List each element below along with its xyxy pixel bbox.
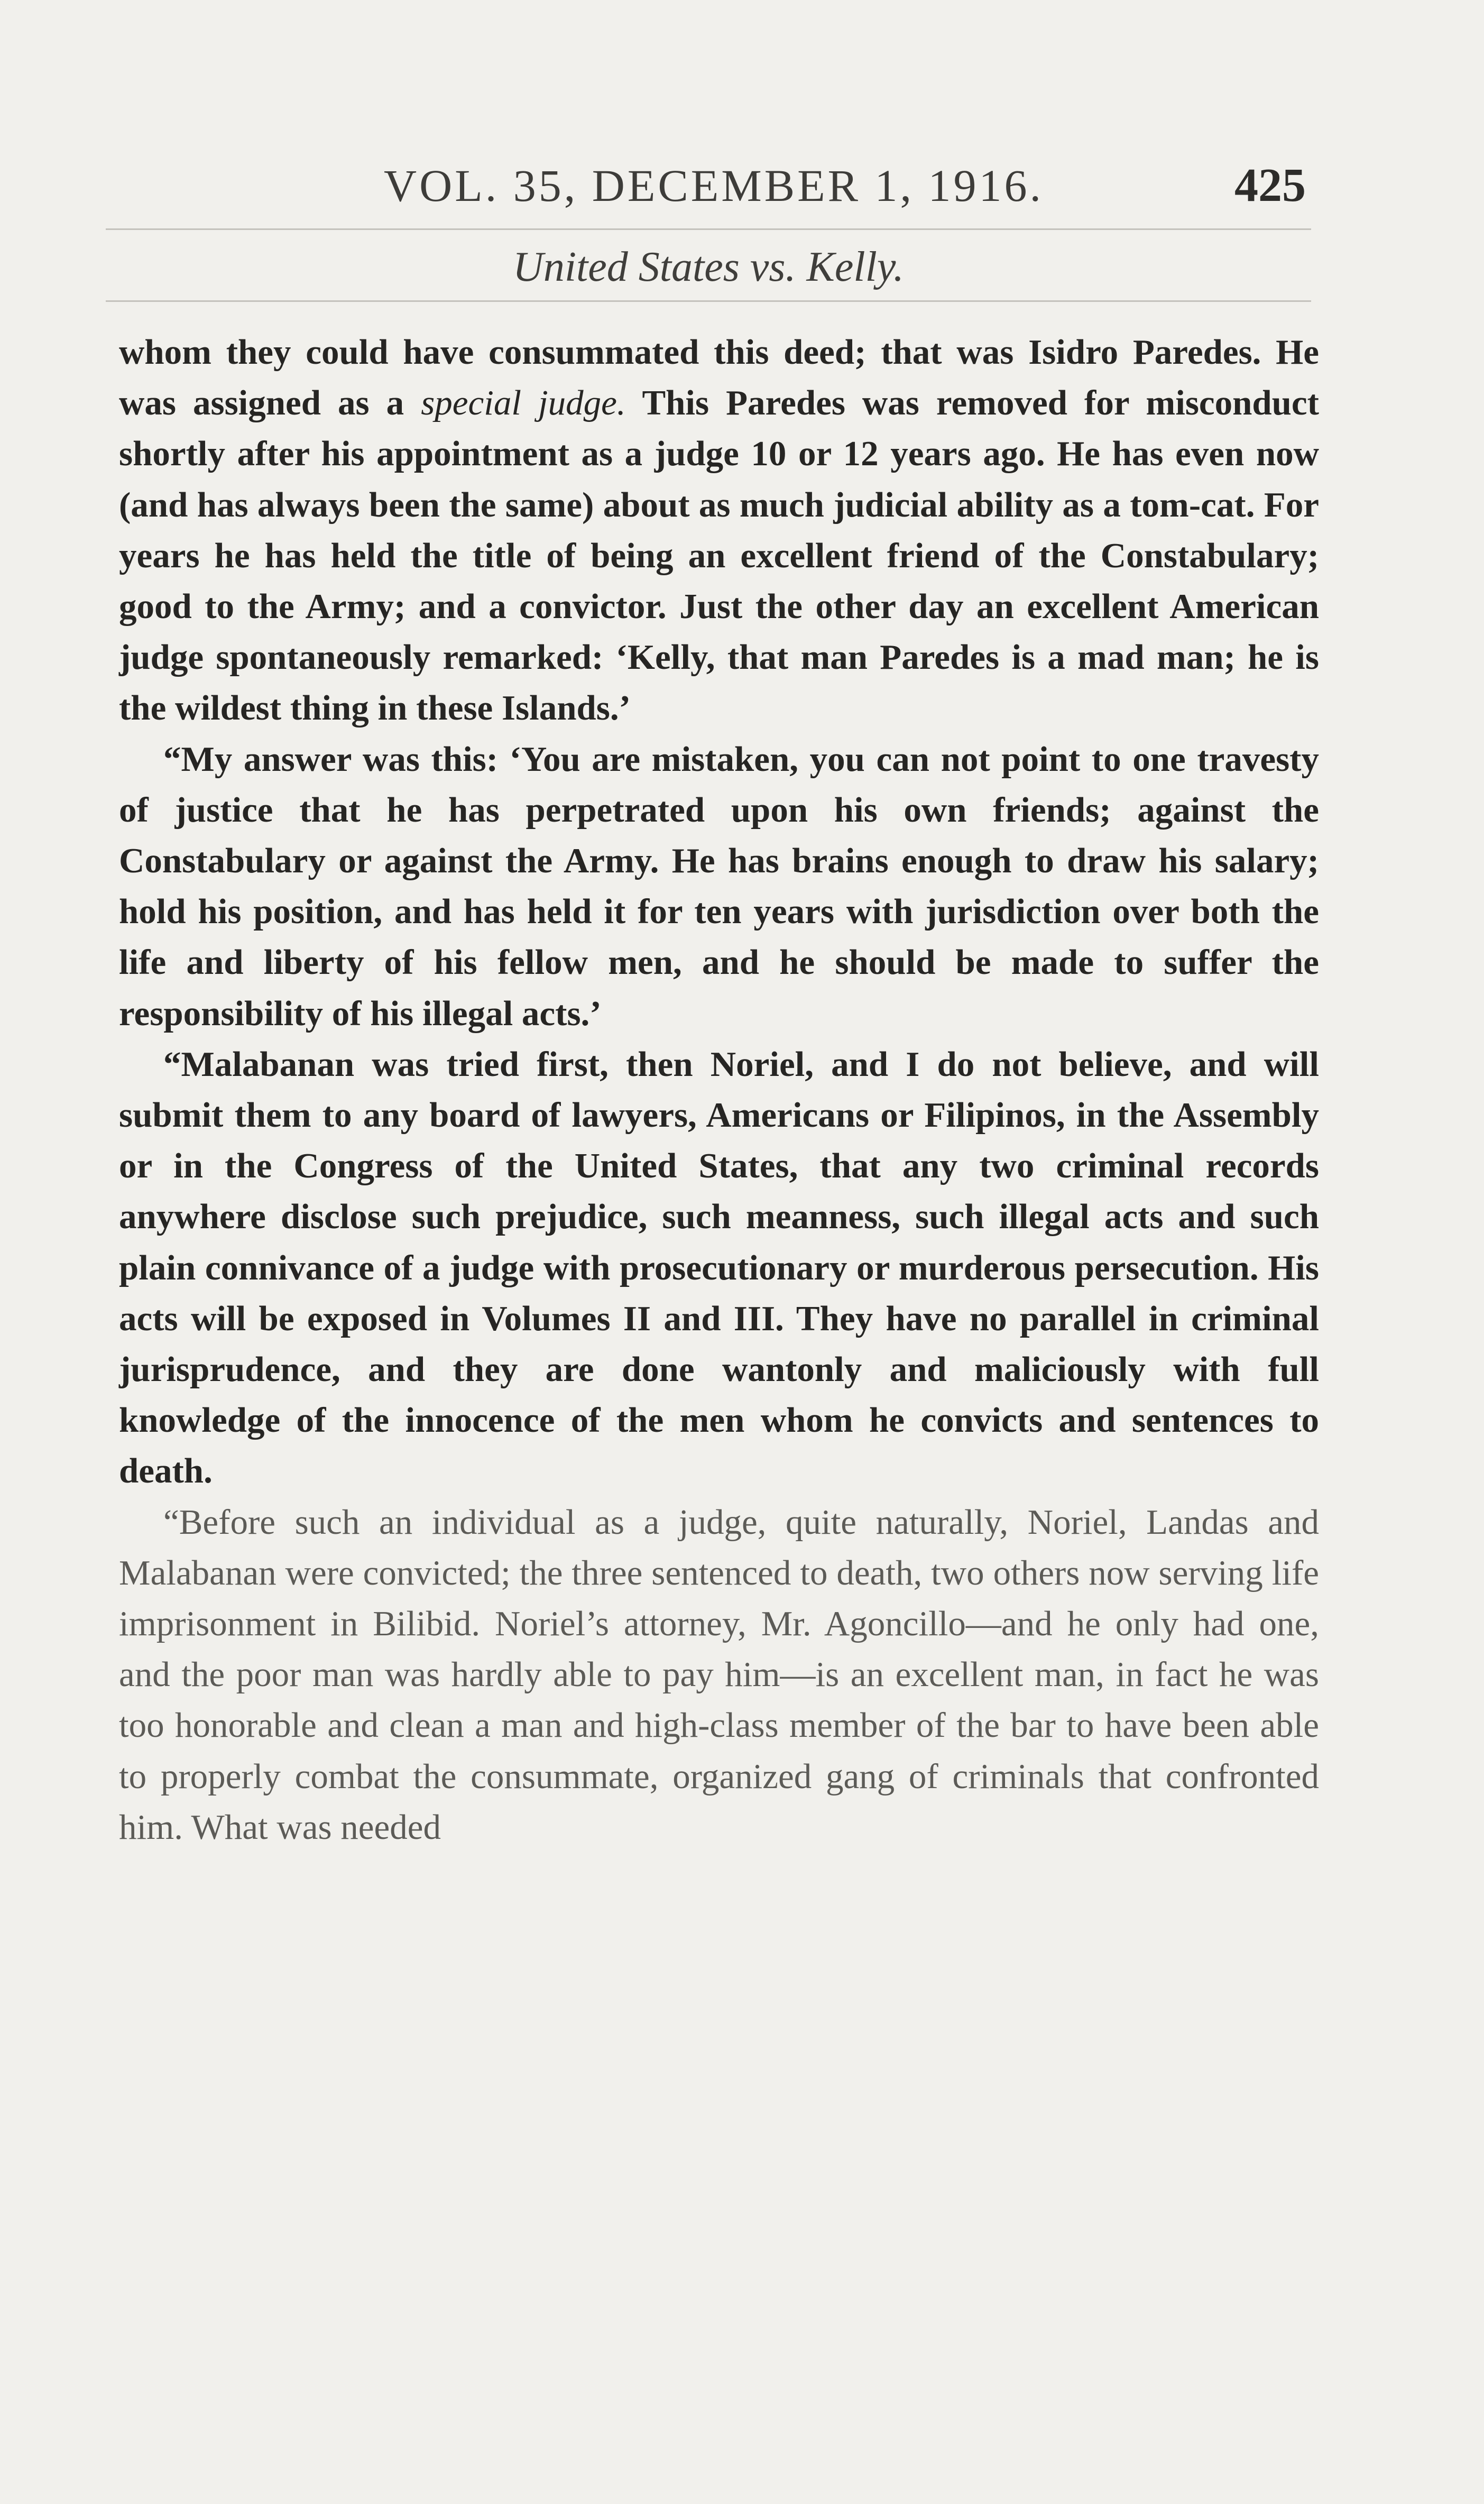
header-rule-top (106, 228, 1311, 230)
case-title: United States vs. Kelly. (513, 244, 904, 290)
paragraph-2: “My answer was this: ‘You are mistaken, you can not point to one travesty of justice that he has perpetrated upon his own friends; against the Constabulary or against the Army. He has brains enough to draw his salary; hold his position, and has held it for ten years with jurisdiction over both the life and liberty of his fellow men, and he should be made to suffer the responsibility of his illegal acts.’ (119, 739, 1319, 1033)
header-rule-bottom (106, 300, 1311, 302)
paragraph-4: “Before such an individual as a judge, quite naturally, Noriel, Landas and Malabanan were convicted; the three sentenced to death, two others now serving life imprisonment in Bilibid. Noriel’s attorney, Mr. Agoncillo—and he only had one, and the poor man was hardly able to pay him—is an excellent man, in fact he was too honorable and clean a man and high-class member of the bar to have been able to properly combat the consummate, organized gang of criminals that confronted him. What was needed (119, 1502, 1319, 1847)
body-text (119, 327, 1319, 1853)
paragraph-3: “Malabanan was tried first, then Noriel, and I do not believe, and will submit them to any board of lawyers, Americans or Filipinos, in the Assembly or in the Congress of the United States, that any two criminal records anywhere disclose such prejudice, such meanness, such illegal acts and such plain connivance of a judge with prosecutionary or murderous persecution. His acts will be exposed in Volumes II and III. They have no parallel in criminal jurisprudence, and they are done wantonly and maliciously with full knowledge of the innocence of the men whom he convicts and sentences to death. (119, 1044, 1319, 1491)
running-title: VOL. 35, DECEMBER 1, 1916. (384, 160, 1044, 211)
paragraph-1-text-after: This Paredes was removed for misconduct shortly after his appointment as a judge 10 or 12 years ago. He has even now (and has always been the same) about as much judicial ability as a tom-cat. For years he has held the title of being an excellent friend of the Constabulary; good to the Army; and a convictor. Just the other day an excellent American judge spontaneously remarked: ‘Kelly, that man Paredes is a mad man; he is the wildest thing in these Islands.’ (119, 383, 1319, 728)
page-number: 425 (1234, 159, 1306, 211)
paragraph-1 (119, 327, 1319, 734)
special-judge-emphasis: special judge. (421, 383, 626, 423)
running-head (122, 151, 1306, 220)
paragraph-1-text-before: whom they could have consummated this deed; that was Isidro Paredes. He was assigned as a (119, 333, 1319, 423)
